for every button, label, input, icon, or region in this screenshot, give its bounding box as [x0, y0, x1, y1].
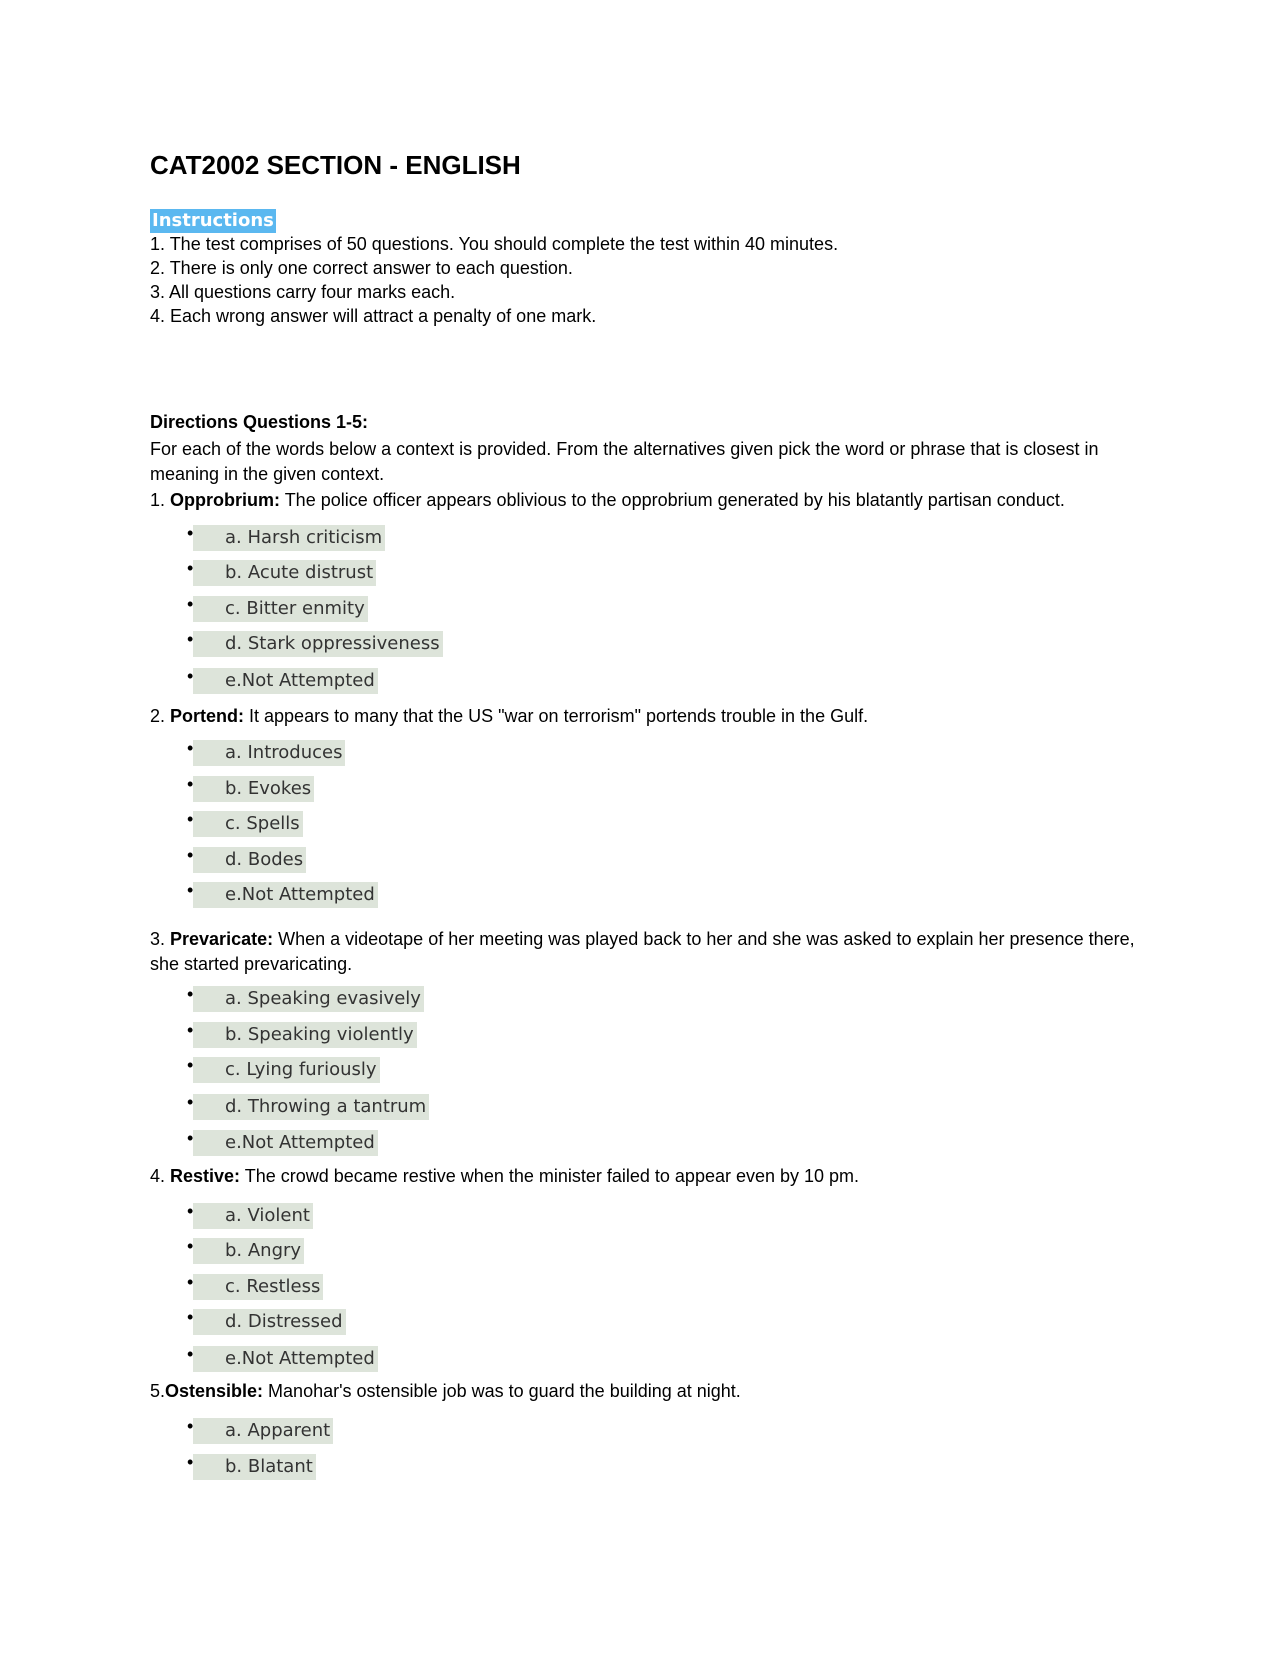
directions-text: For each of the words below a context is provided. From the alternatives given pick the word or phrase that is closest in meaning in the given context. — [150, 439, 1099, 484]
option-label[interactable]: e.Not Attempted — [193, 882, 378, 908]
option-label[interactable]: d. Distressed — [193, 1309, 346, 1335]
bullet-icon: • — [187, 594, 194, 614]
question-word: Restive: — [170, 1166, 241, 1186]
bullet-icon: • — [187, 629, 194, 649]
question-word: Opprobrium: — [170, 490, 281, 510]
instruction-item: 2. There is only one correct answer to each question. — [150, 258, 573, 278]
question-word: Ostensible: — [165, 1381, 264, 1401]
question-context: When a videotape of her meeting was played back to her and she was asked to explain her presence there, she started prevaricating. — [150, 929, 1135, 974]
option-label[interactable]: c. Restless — [193, 1274, 323, 1300]
bullet-icon: • — [187, 1307, 194, 1327]
question-3 — [150, 927, 1140, 977]
bullet-icon: • — [187, 738, 194, 758]
option-label[interactable]: c. Bitter enmity — [193, 596, 368, 622]
question-context: Manohar's ostensible job was to guard the building at night. — [263, 1381, 741, 1401]
option-label[interactable]: d. Throwing a tantrum — [193, 1094, 429, 1120]
bullet-icon: • — [187, 774, 194, 794]
bullet-icon: • — [187, 1055, 194, 1075]
option-label[interactable]: a. Apparent — [193, 1418, 333, 1444]
bullet-icon: • — [187, 1452, 194, 1472]
option-label[interactable]: c. Spells — [193, 811, 303, 837]
directions-heading: Directions Questions 1-5: — [150, 412, 369, 432]
bullet-icon: • — [187, 523, 194, 543]
question-number: 1. — [150, 490, 171, 510]
option-label[interactable]: e.Not Attempted — [193, 1130, 378, 1156]
bullet-icon: • — [187, 1344, 194, 1364]
question-1 — [150, 488, 1140, 513]
instruction-item: 1. The test comprises of 50 questions. You should complete the test within 40 minutes. — [150, 234, 839, 254]
bullet-icon: • — [187, 1416, 194, 1436]
bullet-icon: • — [187, 1201, 194, 1221]
bullet-icon: • — [187, 666, 194, 686]
question-context: The police officer appears oblivious to the opprobrium generated by his blatantly partisan conduct. — [280, 490, 1065, 510]
question-4 — [150, 1164, 1140, 1189]
option-label[interactable]: a. Harsh criticism — [193, 525, 385, 551]
option-label[interactable]: b. Speaking violently — [193, 1022, 417, 1048]
bullet-icon: • — [187, 558, 194, 578]
bullet-icon: • — [187, 809, 194, 829]
bullet-icon: • — [187, 1020, 194, 1040]
bullet-icon: • — [187, 1272, 194, 1292]
bullet-icon: • — [187, 1128, 194, 1148]
question-word: Portend: — [170, 706, 245, 726]
option-label[interactable]: c. Lying furiously — [193, 1057, 380, 1083]
instructions-list — [150, 232, 838, 328]
question-5 — [150, 1379, 1140, 1404]
option-label[interactable]: a. Speaking evasively — [193, 986, 424, 1012]
option-label[interactable]: b. Evokes — [193, 776, 314, 802]
question-number: 4. — [150, 1166, 171, 1186]
bullet-icon: • — [187, 845, 194, 865]
bullet-icon: • — [187, 1236, 194, 1256]
option-label[interactable]: e.Not Attempted — [193, 668, 378, 694]
instruction-item: 3. All questions carry four marks each. — [150, 282, 456, 302]
question-number: 5. — [150, 1381, 166, 1401]
option-label[interactable]: d. Stark oppressiveness — [193, 631, 443, 657]
question-number: 3. — [150, 929, 171, 949]
option-label[interactable]: a. Introduces — [193, 740, 345, 766]
option-label[interactable]: e.Not Attempted — [193, 1346, 378, 1372]
bullet-icon: • — [187, 1092, 194, 1112]
option-label[interactable]: b. Angry — [193, 1238, 304, 1264]
option-label[interactable]: b. Acute distrust — [193, 560, 376, 586]
bullet-icon: • — [187, 984, 194, 1004]
question-context: It appears to many that the US "war on terrorism" portends trouble in the Gulf. — [244, 706, 869, 726]
question-context: The crowd became restive when the minister failed to appear even by 10 pm. — [240, 1166, 860, 1186]
question-2 — [150, 704, 1140, 729]
bullet-icon: • — [187, 880, 194, 900]
option-label[interactable]: b. Blatant — [193, 1454, 316, 1480]
instructions-heading: Instructions — [152, 210, 274, 231]
instruction-item: 4. Each wrong answer will attract a penalty of one mark. — [150, 306, 597, 326]
question-word: Prevaricate: — [170, 929, 274, 949]
option-label[interactable]: d. Bodes — [193, 847, 306, 873]
option-label[interactable]: a. Violent — [193, 1203, 313, 1229]
page-title: CAT2002 SECTION - ENGLISH — [150, 150, 521, 180]
question-number: 2. — [150, 706, 171, 726]
